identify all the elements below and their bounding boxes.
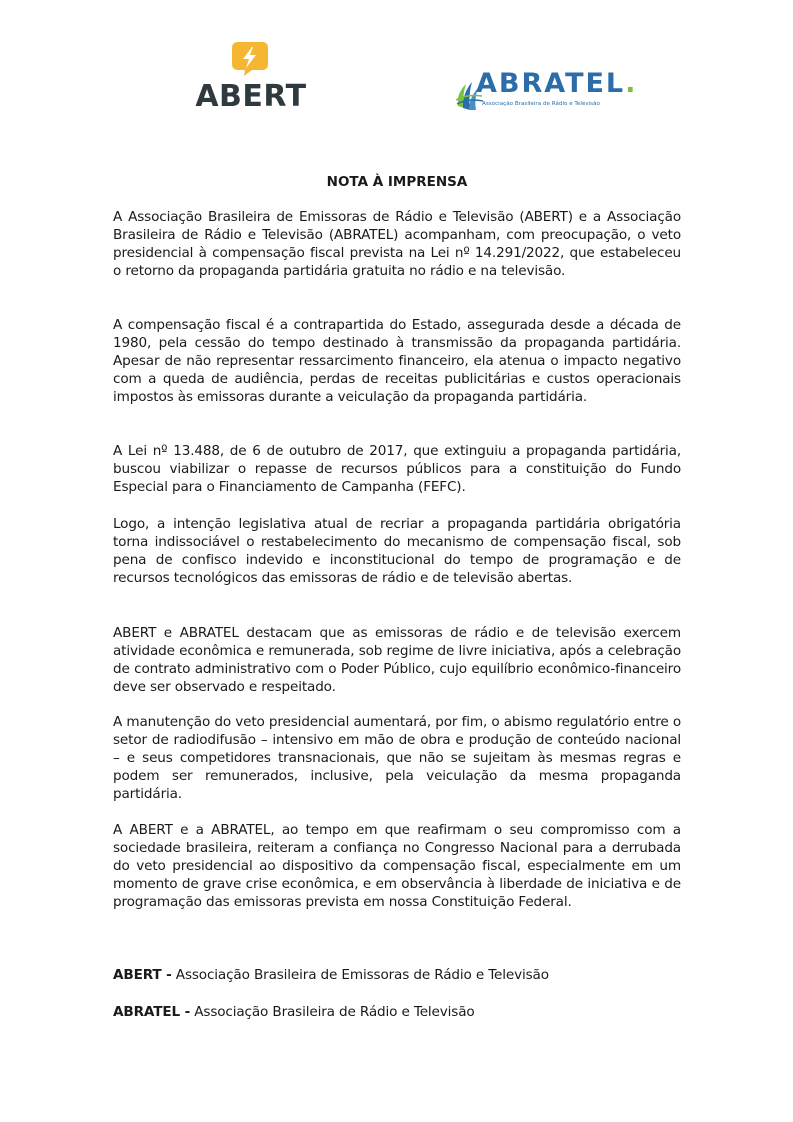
abert-logo — [186, 42, 316, 114]
abratel-logo — [454, 68, 644, 118]
paragraph-5: ABERT e ABRATEL destacam que as emissoras de rádio e de televisão exercem atividade econômica e remunerada, sob regime de livre iniciativa, após a celebração de contrato administrativo com o Poder Público, cujo equilíbrio econômico-financeiro deve ser observado e respeitado. — [113, 625, 681, 695]
signature-abert — [113, 966, 693, 984]
signature-name: Associação Brasileira de Emissoras de Rádio e Televisão — [175, 967, 549, 983]
paragraph-7: A ABERT e a ABRATEL, ao tempo em que reafirmam o seu compromisso com a sociedade brasileira, reiteram a confiança no Congresso Nacional para a derrubada do veto presidencial ao dispositivo da compensação fiscal, especialmente em um momento de grave crise econômica, e em observância à liberdade de iniciativa e de programação das emissoras prevista em nossa Constituição Federal. — [113, 822, 681, 910]
abert-logo-text: ABERT — [195, 79, 307, 114]
paragraph-3: A Lei nº 13.488, de 6 de outubro de 2017, que extinguiu a propaganda partidária, buscou viabilizar o repasse de recursos públicos para a constituição do Fundo Especial para o Financiamento de Campanha (FEFC). — [113, 443, 681, 495]
abratel-logo-text: ABRATEL. — [476, 68, 638, 99]
paragraph-1: A Associação Brasileira de Emissoras de Rádio e Televisão (ABERT) e a Associação Brasileira de Rádio e Televisão (ABRATEL) acompanham, com preocupação, o veto presidencial à compensação fiscal prevista na Lei nº 14.291/2022, que estabeleceu o retorno da propaganda partidária gratuita no rádio e na televisão. — [113, 209, 681, 279]
abratel-logo-subtitle: Associação Brasileira de Rádio e Televisão — [482, 101, 600, 107]
paragraph-4: Logo, a intenção legislativa atual de recriar a propaganda partidária obrigatória torna indissociável o restabelecimento do mecanismo de compensação fiscal, sob pena de confisco indevido e inconstitucional do tempo de programação e de recursos tecnológicos das emissoras de rádio e de televisão abertas. — [113, 516, 681, 586]
signature-abbr: ABRATEL - — [113, 1004, 191, 1020]
page-title: NOTA À IMPRENSA — [326, 174, 468, 190]
lightning-bolt-icon — [232, 42, 268, 76]
paragraph-6: A manutenção do veto presidencial aumentará, por fim, o abismo regulatório entre o setor de radiodifusão – intensivo em mão de obra e produção de conteúdo nacional – e seus competidores transnacionais, que não se sujeitam às mesmas regras e podem ser remunerados, inclusive, pela veiculação da mesma propaganda partidária. — [113, 714, 681, 802]
signature-abbr: ABERT - — [113, 967, 172, 983]
paragraph-2: A compensação fiscal é a contrapartida do Estado, assegurada desde a década de 1980, pela cessão do tempo destinado à transmissão da propaganda partidária. Apesar de não representar ressarcimento financeiro, ela atenua o impacto negativo com a queda de audiência, perdas de receitas publicitárias e custos operacionais impostos às emissoras durante a veiculação da propaganda partidária. — [113, 317, 681, 405]
signature-abratel — [113, 1003, 693, 1021]
signature-name: Associação Brasileira de Rádio e Televisão — [194, 1004, 475, 1020]
